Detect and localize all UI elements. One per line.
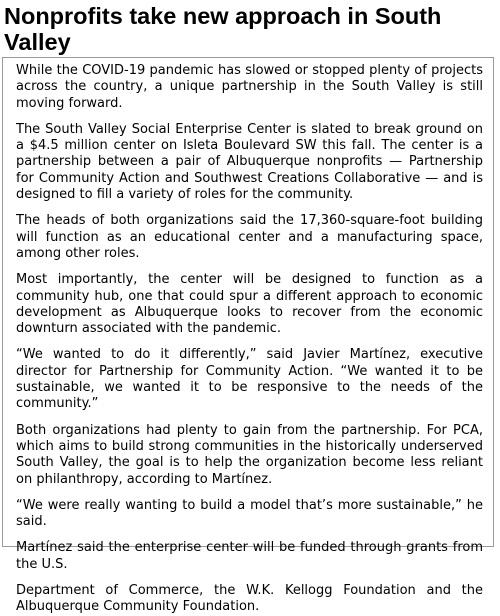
article-paragraph: “We wanted to do it differently,” said Javier Martínez, executive director for Partnership for Community Action. “We wanted it to be sustainable, we wanted it to be responsive to the needs of the community.”: [16, 347, 483, 412]
article-paragraph: “We were really wanting to build a model that’s more sustainable,” he said.: [16, 497, 483, 530]
article-paragraph: Both organizations had plenty to gain from the partnership. For PCA, which aims to build strong communities in the historically underserved South Valley, the goal is to help the organization become less reliant on philanthropy, according to Martínez.: [16, 422, 483, 487]
article-headline: Nonprofits take new approach in South Valley: [4, 3, 442, 55]
article-paragraph: Most importantly, the center will be designed to function as a community hub, one that could spur a different approach to economic development as Albuquerque looks to recover from the economic downturn associated with the pandemic.: [16, 272, 483, 337]
article-paragraph: The heads of both organizations said the 17,360-square-foot building will function as an educational center and a manufacturing space, among other roles.: [16, 213, 483, 261]
article-paragraph: The South Valley Social Enterprise Center is slated to break ground on a $4.5 million center on Isleta Boulevard SW this fall. The center is a partnership between a pair of Albuquerque nonprofits — Partnership for Community Action and Southwest Creations Collaborative — and is designed to fill a variety of roles for the community.: [16, 121, 483, 203]
article-paragraph: Martínez said the enterprise center will be funded through grants from the U.S.: [16, 540, 483, 572]
article-paragraph: Department of Commerce, the W.K. Kellogg Foundation and the Albuquerque Community Foundation.: [16, 583, 483, 615]
article-body: [2, 57, 494, 615]
article-paragraph: While the COVID-19 pandemic has slowed or stopped plenty of projects across the country, a unique partnership in the South Valley is still moving forward.: [16, 63, 483, 111]
